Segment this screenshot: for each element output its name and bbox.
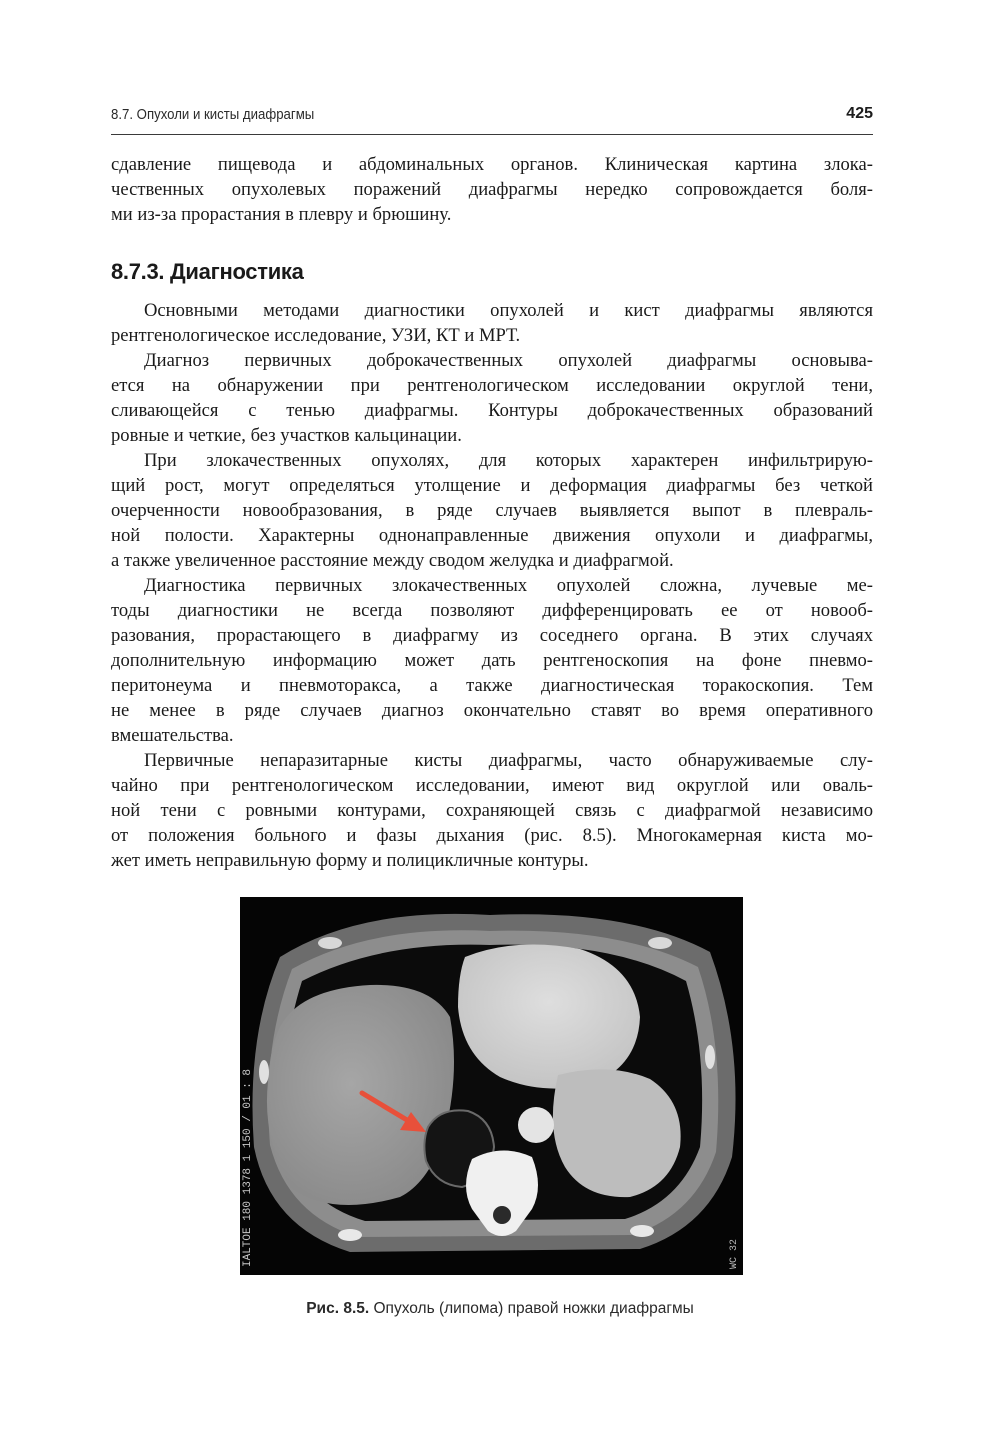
rib-spot (259, 1060, 269, 1084)
text-line: Диагностика первичных злокачественных опухолей сложна, лучевые ме- (144, 575, 873, 596)
text-line: Первичные непаразитарные кисты диафрагмы, часто обнаруживаемые слу- (144, 750, 873, 771)
ct-scan-figure (240, 897, 743, 1275)
text-line: от положения больного и фазы дыхания (рис. 8.5). Многокамерная киста мо- (111, 825, 873, 846)
paragraph-5 (111, 748, 873, 873)
text-line: тоды диагностики не всегда позволяют дифференцировать ее от новооб- (111, 600, 873, 621)
page-number: 425 (846, 105, 873, 122)
rib-spot (318, 937, 342, 949)
text-line: дополнительную информацию может дать рентгеноскопия на фоне пневмо- (111, 650, 873, 671)
text-line: не менее в ряде случаев диагноз окончательно ставят во время оперативного (111, 700, 873, 721)
text-line: разования, прорастающего в диафрагму из соседнего органа. В этих случаях (111, 625, 873, 646)
text-line: Основными методами диагностики опухолей и кист диафрагмы являются (144, 300, 873, 321)
rib-spot (338, 1229, 362, 1241)
aorta (518, 1107, 554, 1143)
rib-spot (648, 937, 672, 949)
text-line: жет иметь неправильную форму и полицикличные контуры. (111, 850, 589, 871)
rib-spot (705, 1045, 715, 1069)
spinal-canal (493, 1206, 511, 1224)
scan-overlay-right: WC 32 (729, 1238, 740, 1269)
text-line: ется на обнаружении при рентгенологическом исследовании округлой тени, (111, 375, 873, 396)
running-head (111, 104, 873, 135)
text-line: чайно при рентгенологическом исследовании, имеют вид округлой или оваль- (111, 775, 873, 796)
text-line: Диагноз первичных доброкачественных опухолей диафрагмы основыва- (144, 350, 873, 371)
text-line: а также увеличенное расстояние между сводом желудка и диафрагмой. (111, 550, 674, 571)
paragraph-3 (111, 448, 873, 573)
text-line: При злокачественных опухолях, для которых характерен инфильтрирую- (144, 450, 873, 471)
section-heading: 8.7.3. Диагностика (111, 259, 304, 284)
text-line: чественных опухолевых поражений диафрагмы нередко сопровождается боля- (111, 179, 873, 200)
paragraph-2 (111, 348, 873, 448)
running-head-section-title: 8.7. Опухоли и кисты диафрагмы (111, 106, 315, 123)
text-line: ми из-за прорастания в плевру и брюшину. (111, 204, 452, 225)
figure-caption-label: Рис. 8.5. (306, 1300, 370, 1317)
paragraph-1 (111, 298, 873, 348)
text-line: очерченности новообразования, в ряде случаев выявляется выпот в плевраль- (111, 500, 873, 521)
scan-overlay-left: IALTOE 180 1378 1 150 / 01 : 8 (242, 1068, 254, 1267)
text-line: вмешательства. (111, 725, 234, 746)
continuation-paragraph (111, 152, 873, 227)
figure-caption (0, 1300, 1000, 1318)
text-line: сдавление пищевода и абдоминальных органов. Клиническая картина злока- (111, 154, 873, 175)
paragraph-4 (111, 573, 873, 748)
text-line: ной тени с ровными контурами, сохраняющей связь с диафрагмой независимо (111, 800, 873, 821)
ct-scan-image (240, 897, 743, 1275)
text-line: щий рост, могут определяться утолщение и деформация диафрагмы без четкой (111, 475, 873, 496)
text-line: ной полости. Характерны однонаправленные движения опухоли и диафрагмы, (111, 525, 873, 546)
text-line: рентгенологическое исследование, УЗИ, КТ и МРТ. (111, 325, 521, 346)
text-line: сливающейся с тенью диафрагмы. Контуры доброкачественных образований (111, 400, 873, 421)
text-line: ровные и четкие, без участков кальцинации. (111, 425, 462, 446)
figure-caption-text: Опухоль (липома) правой ножки диафрагмы (369, 1300, 694, 1317)
body-text (111, 298, 873, 873)
text-line: перитонеума и пневмоторакса, а также диагностическая торакоскопия. Тем (111, 675, 873, 696)
rib-spot (630, 1225, 654, 1237)
